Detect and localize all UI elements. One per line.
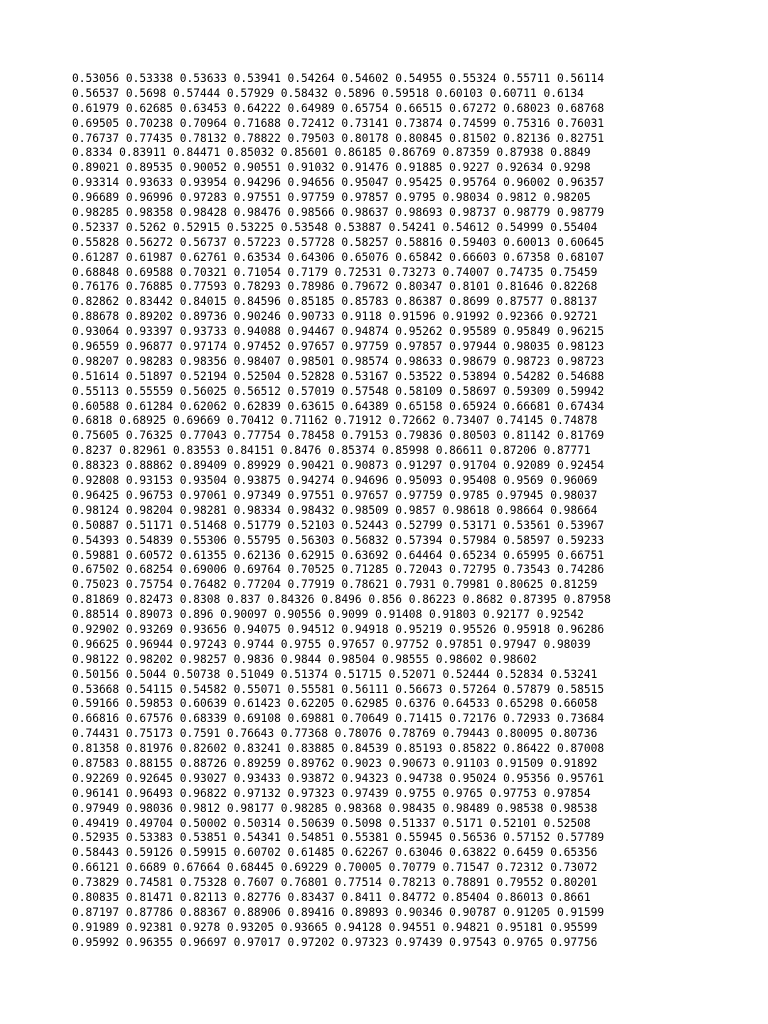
data-line: 0.8237 0.82961 0.83553 0.84151 0.8476 0.85374 0.85998 0.86611 0.87206 0.87771: [72, 444, 591, 458]
data-line: 0.55828 0.56272 0.56737 0.57223 0.57728 0.58257 0.58816 0.59403 0.60013 0.60645: [72, 235, 605, 249]
data-line: 0.69505 0.70238 0.70964 0.71688 0.72412 0.73141 0.73874 0.74599 0.75316 0.76031: [72, 116, 605, 130]
data-line: 0.93064 0.93397 0.93733 0.94088 0.94467 0.94874 0.95262 0.95589 0.95849 0.96215: [72, 325, 605, 339]
data-line: 0.96689 0.96996 0.97283 0.97551 0.97759 0.97857 0.9795 0.98034 0.9812 0.98205: [72, 191, 591, 205]
data-line: 0.97949 0.98036 0.9812 0.98177 0.98285 0.98368 0.98435 0.98489 0.98538 0.98538: [72, 801, 598, 815]
data-line: 0.53668 0.54115 0.54582 0.55071 0.55581 0.56111 0.56673 0.57264 0.57879 0.58515: [72, 682, 605, 696]
data-line: 0.95992 0.96355 0.96697 0.97017 0.97202 0.97323 0.97439 0.97543 0.9765 0.97756: [72, 935, 598, 949]
data-line: 0.80835 0.81471 0.82113 0.82776 0.83437 0.8411 0.84772 0.85404 0.86013 0.8661: [72, 890, 591, 904]
data-line: 0.49419 0.49704 0.50002 0.50314 0.50639 0.5098 0.51337 0.5171 0.52101 0.52508: [72, 816, 591, 830]
data-line: 0.75605 0.76325 0.77043 0.77754 0.78458 0.79153 0.79836 0.80503 0.81142 0.81769: [72, 429, 605, 443]
data-line: 0.98122 0.98202 0.98257 0.9836 0.9844 0.98504 0.98555 0.98602 0.98602: [72, 652, 537, 666]
data-line: 0.59881 0.60572 0.61355 0.62136 0.62915 0.63692 0.64464 0.65234 0.65995 0.66751: [72, 548, 605, 562]
data-line: 0.55113 0.55559 0.56025 0.56512 0.57019 0.57548 0.58109 0.58697 0.59309 0.59942: [72, 384, 605, 398]
data-line: 0.92808 0.93153 0.93504 0.93875 0.94274 0.94696 0.95093 0.95408 0.9569 0.96069: [72, 474, 598, 488]
data-line: 0.98285 0.98358 0.98428 0.98476 0.98566 0.98637 0.98693 0.98737 0.98779 0.98779: [72, 206, 605, 220]
data-line: 0.96425 0.96753 0.97061 0.97349 0.97551 0.97657 0.97759 0.9785 0.97945 0.98037: [72, 488, 598, 502]
data-line: 0.93314 0.93633 0.93954 0.94296 0.94656 0.95047 0.95425 0.95764 0.96002 0.96357: [72, 176, 605, 190]
data-line: 0.67502 0.68254 0.69006 0.69764 0.70525 0.71285 0.72043 0.72795 0.73543 0.74286: [72, 563, 605, 577]
data-line: 0.61979 0.62685 0.63453 0.64222 0.64989 0.65754 0.66515 0.67272 0.68023 0.68768: [72, 101, 605, 115]
data-line: 0.98207 0.98283 0.98356 0.98407 0.98501 0.98574 0.98633 0.98679 0.98723 0.98723: [72, 354, 605, 368]
data-line: 0.74431 0.75173 0.7591 0.76643 0.77368 0.78076 0.78769 0.79443 0.80095 0.80736: [72, 727, 598, 741]
data-line: 0.68848 0.69588 0.70321 0.71054 0.7179 0.72531 0.73273 0.74007 0.74735 0.75459: [72, 265, 598, 279]
data-line: 0.56537 0.5698 0.57444 0.57929 0.58432 0.5896 0.59518 0.60103 0.60711 0.6134: [72, 86, 584, 100]
data-line: 0.66816 0.67576 0.68339 0.69108 0.69881 0.70649 0.71415 0.72176 0.72933 0.73684: [72, 712, 605, 726]
data-line: 0.75023 0.75754 0.76482 0.77204 0.77919 0.78621 0.7931 0.79981 0.80625 0.81259: [72, 578, 598, 592]
data-line: 0.88514 0.89073 0.896 0.90097 0.90556 0.9099 0.91408 0.91803 0.92177 0.92542: [72, 608, 584, 622]
data-line: 0.8334 0.83911 0.84471 0.85032 0.85601 0.86185 0.86769 0.87359 0.87938 0.8849: [72, 146, 591, 160]
data-line: 0.88323 0.88862 0.89409 0.89929 0.90421 0.90873 0.91297 0.91704 0.92089 0.92454: [72, 459, 605, 473]
data-line: 0.96559 0.96877 0.97174 0.97452 0.97657 0.97759 0.97857 0.97944 0.98035 0.98123: [72, 340, 605, 354]
data-line: 0.92269 0.92645 0.93027 0.93433 0.93872 0.94323 0.94738 0.95024 0.95356 0.95761: [72, 771, 605, 785]
data-line: 0.81869 0.82473 0.8308 0.837 0.84326 0.8496 0.856 0.86223 0.8682 0.87395 0.87958: [72, 593, 611, 607]
data-line: 0.82862 0.83442 0.84015 0.84596 0.85185 0.85783 0.86387 0.8699 0.87577 0.88137: [72, 295, 598, 309]
data-line: 0.54393 0.54839 0.55306 0.55795 0.56303 0.56832 0.57394 0.57984 0.58597 0.59233: [72, 533, 605, 547]
data-line: 0.52935 0.53383 0.53851 0.54341 0.54851 0.55381 0.55945 0.56536 0.57152 0.57789: [72, 831, 605, 845]
data-line: 0.89021 0.89535 0.90052 0.90551 0.91032 0.91476 0.91885 0.9227 0.92634 0.9298: [72, 161, 591, 175]
data-line: 0.59166 0.59853 0.60639 0.61423 0.62205 0.62985 0.6376 0.64533 0.65298 0.66058: [72, 697, 598, 711]
data-line: 0.81358 0.81976 0.82602 0.83241 0.83885 0.84539 0.85193 0.85822 0.86422 0.87008: [72, 742, 605, 756]
data-line: 0.61287 0.61987 0.62761 0.63534 0.64306 0.65076 0.65842 0.66603 0.67358 0.68107: [72, 250, 605, 264]
data-line: 0.73829 0.74581 0.75328 0.7607 0.76801 0.77514 0.78213 0.78891 0.79552 0.80201: [72, 876, 598, 890]
data-line: 0.96141 0.96493 0.96822 0.97132 0.97323 0.97439 0.9755 0.9765 0.97753 0.97854: [72, 786, 591, 800]
document-page: [72, 72, 762, 951]
data-line: 0.53056 0.53338 0.53633 0.53941 0.54264 0.54602 0.54955 0.55324 0.55711 0.56114: [72, 72, 605, 85]
data-line: 0.96625 0.96944 0.97243 0.9744 0.9755 0.97657 0.97752 0.97851 0.97947 0.98039: [72, 637, 591, 651]
data-line: 0.50887 0.51171 0.51468 0.51779 0.52103 0.52443 0.52799 0.53171 0.53561 0.53967: [72, 518, 605, 532]
data-line: 0.98124 0.98204 0.98281 0.98334 0.98432 0.98509 0.9857 0.98618 0.98664 0.98664: [72, 503, 598, 517]
data-line: 0.87197 0.87786 0.88367 0.88906 0.89416 0.89893 0.90346 0.90787 0.91205 0.91599: [72, 905, 605, 919]
data-line: 0.87583 0.88155 0.88726 0.89259 0.89762 0.9023 0.90673 0.91103 0.91509 0.91892: [72, 756, 598, 770]
data-line: 0.91989 0.92381 0.9278 0.93205 0.93665 0.94128 0.94551 0.94821 0.95181 0.95599: [72, 920, 598, 934]
data-line: 0.51614 0.51897 0.52194 0.52504 0.52828 0.53167 0.53522 0.53894 0.54282 0.54688: [72, 369, 605, 383]
data-line: 0.76176 0.76885 0.77593 0.78293 0.78986 0.79672 0.80347 0.8101 0.81646 0.82268: [72, 280, 598, 294]
data-line: 0.66121 0.6689 0.67664 0.68445 0.69229 0.70005 0.70779 0.71547 0.72312 0.73072: [72, 861, 598, 875]
data-line: 0.58443 0.59126 0.59915 0.60702 0.61485 0.62267 0.63046 0.63822 0.6459 0.65356: [72, 846, 598, 860]
data-line: 0.76737 0.77435 0.78132 0.78822 0.79503 0.80178 0.80845 0.81502 0.82136 0.82751: [72, 131, 605, 145]
data-line: 0.60588 0.61284 0.62062 0.62839 0.63615 0.64389 0.65158 0.65924 0.66681 0.67434: [72, 399, 605, 413]
data-line: 0.6818 0.68925 0.69669 0.70412 0.71162 0.71912 0.72662 0.73407 0.74145 0.74878: [72, 414, 598, 428]
data-line: 0.50156 0.5044 0.50738 0.51049 0.51374 0.51715 0.52071 0.52444 0.52834 0.53241: [72, 667, 598, 681]
data-line: 0.92902 0.93269 0.93656 0.94075 0.94512 0.94918 0.95219 0.95526 0.95918 0.96286: [72, 622, 605, 636]
data-line: 0.88678 0.89202 0.89736 0.90246 0.90733 0.9118 0.91596 0.91992 0.92366 0.92721: [72, 310, 598, 324]
data-line: 0.52337 0.5262 0.52915 0.53225 0.53548 0.53887 0.54241 0.54612 0.54999 0.55404: [72, 220, 598, 234]
